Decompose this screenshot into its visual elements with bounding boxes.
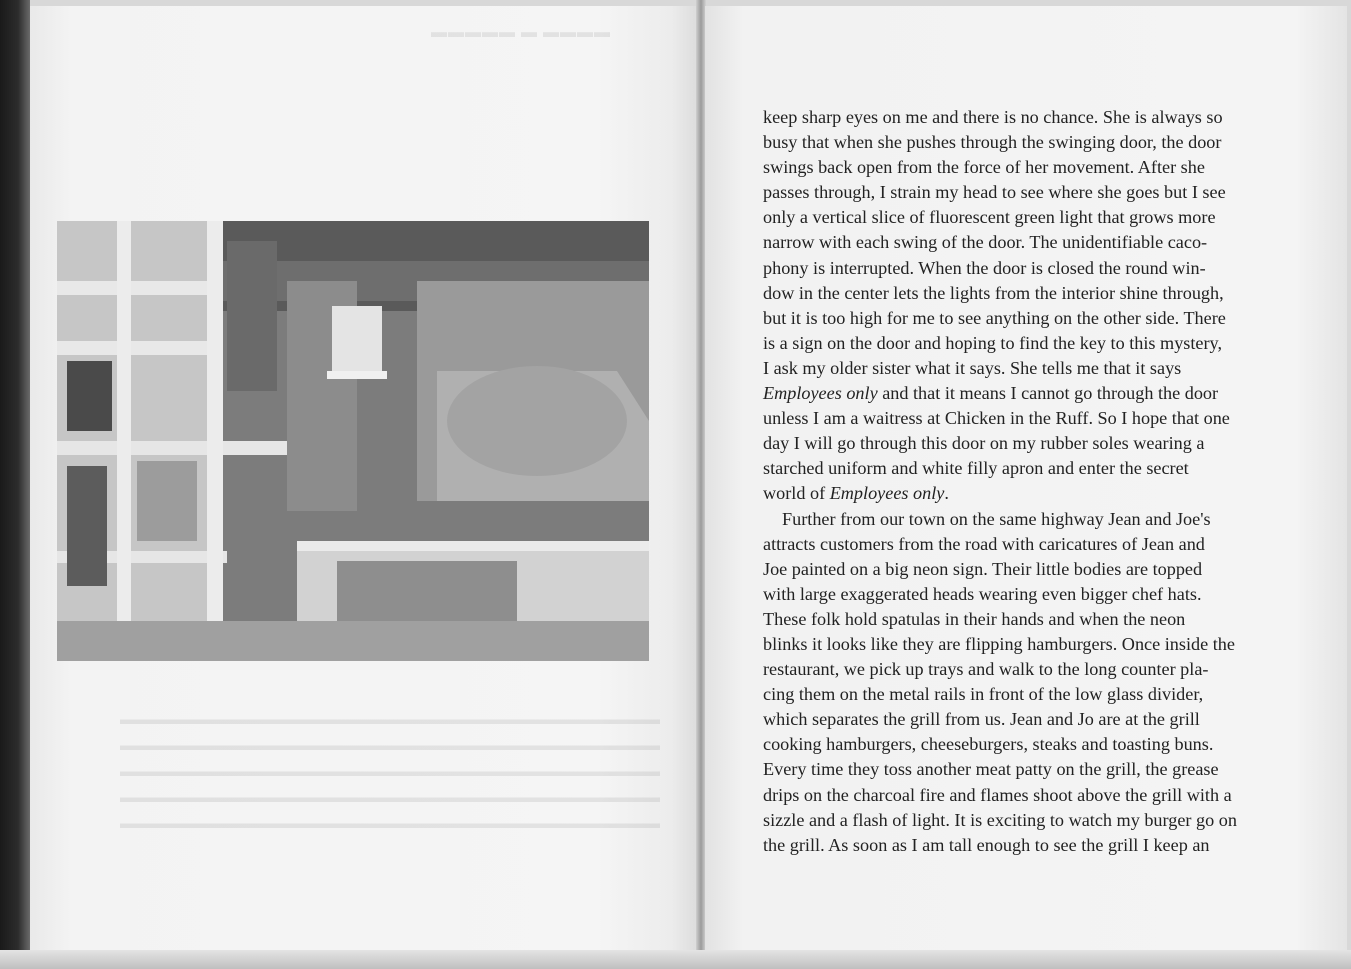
- text-line: [763, 130, 1308, 155]
- text-run: but it is too high for me to see anything on the other side. There: [763, 307, 1226, 328]
- show-through-header: ▬▬▬▬ ▬ ▬▬▬▬▬: [430, 24, 610, 41]
- text-run: is a sign on the door and hoping to find the key to this mystery,: [763, 332, 1223, 353]
- page-bottom-edge: [0, 950, 1351, 969]
- text-run: dow in the center lets the lights from the interior shine through,: [763, 282, 1224, 303]
- show-through-text: ▬▬▬▬▬▬▬▬▬▬▬▬▬▬▬▬▬▬▬▬▬▬▬▬▬▬▬▬▬▬▬▬▬▬▬▬: [120, 790, 660, 806]
- text-run: Every time they toss another meat patty on the grill, the grease: [763, 759, 1219, 780]
- show-through-text: ▬▬▬▬▬▬▬▬▬▬▬▬▬▬▬▬▬▬▬▬▬▬▬▬▬▬▬▬▬▬▬▬▬▬▬▬: [120, 712, 660, 728]
- show-through-text: ▬▬▬▬▬▬▬▬▬▬▬▬▬▬▬▬▬▬▬▬▬▬▬▬▬▬▬▬▬▬▬▬▬▬▬▬: [120, 816, 660, 832]
- text-run: busy that when she pushes through the swinging door, the door: [763, 132, 1222, 153]
- text-run: .: [944, 483, 949, 504]
- show-through-text: ▬▬▬▬▬▬▬▬▬▬▬▬▬▬▬▬▬▬▬▬▬▬▬▬▬▬▬▬▬▬▬▬▬▬▬▬: [120, 738, 660, 754]
- text-line: [763, 557, 1308, 582]
- text-run: with large exaggerated heads wearing even bigger chef hats.: [763, 583, 1202, 604]
- text-run: blinks it looks like they are flipping hamburgers. Once inside the: [763, 633, 1235, 654]
- kitchen-photograph: [57, 221, 649, 661]
- italic-phrase: Employees only: [763, 383, 878, 404]
- text-line: [763, 205, 1308, 230]
- text-run: Joe painted on a big neon sign. Their little bodies are topped: [763, 558, 1203, 579]
- text-line: [763, 456, 1308, 481]
- text-run: narrow with each swing of the door. The unidentifiable caco-: [763, 232, 1208, 253]
- text-line: [763, 381, 1308, 406]
- text-line: [763, 607, 1308, 632]
- text-run: Further from our town on the same highway Jean and Joe's: [782, 508, 1211, 529]
- text-line: [763, 682, 1308, 707]
- text-run: phony is interrupted. When the door is closed the round win-: [763, 257, 1206, 278]
- text-line: [763, 707, 1308, 732]
- text-line: [763, 105, 1308, 130]
- text-line: [763, 406, 1308, 431]
- text-run: I ask my older sister what it says. She tells me that it says: [763, 357, 1182, 378]
- text-line: [763, 256, 1308, 281]
- text-run: which separates the grill from us. Jean and Jo are at the grill: [763, 709, 1200, 730]
- text-line: [763, 180, 1308, 205]
- text-line: [763, 808, 1308, 833]
- text-run: attracts customers from the road with caricatures of Jean and: [763, 533, 1205, 554]
- text-run: the grill. As soon as I am tall enough to see the grill I keep an: [763, 834, 1210, 855]
- text-line: [763, 155, 1308, 180]
- text-run: starched uniform and white filly apron and enter the secret: [763, 458, 1189, 479]
- text-run: keep sharp eyes on me and there is no chance. She is always so: [763, 107, 1223, 127]
- text-line: [763, 757, 1308, 782]
- text-run: world of: [763, 483, 830, 504]
- show-through-text: ▬▬▬▬▬▬▬▬▬▬▬▬▬▬▬▬▬▬▬▬▬▬▬▬▬▬▬▬▬▬▬▬▬▬▬▬: [120, 764, 660, 780]
- text-run: unless I am a waitress at Chicken in the Ruff. So I hope that one: [763, 408, 1230, 429]
- text-line: [763, 281, 1308, 306]
- text-run: only a vertical slice of fluorescent green light that grows more: [763, 207, 1216, 228]
- text-line: [763, 331, 1308, 356]
- text-line: [763, 230, 1308, 255]
- text-line: [763, 507, 1308, 532]
- text-run: and that it means I cannot go through the door: [877, 383, 1219, 404]
- text-run: drips on the charcoal fire and flames shoot above the grill with a: [763, 784, 1232, 805]
- text-run: day I will go through this door on my rubber soles wearing a: [763, 433, 1205, 454]
- book-edge-shadow: [0, 0, 30, 969]
- text-run: sizzle and a flash of light. It is exciting to watch my burger go on: [763, 809, 1237, 830]
- text-line: [763, 356, 1308, 381]
- text-line: [763, 632, 1308, 657]
- text-line: [763, 431, 1308, 456]
- italic-phrase: Employees only: [829, 483, 945, 504]
- text-line: [763, 306, 1308, 331]
- text-line: [763, 657, 1308, 682]
- text-line: [763, 732, 1308, 757]
- text-line: [763, 532, 1308, 557]
- text-run: restaurant, we pick up trays and walk to the long counter pla-: [763, 659, 1209, 680]
- text-run: cing them on the metal rails in front of the low glass divider,: [763, 684, 1204, 705]
- body-text: [763, 105, 1308, 858]
- text-run: These folk hold spatulas in their hands and when the neon: [763, 608, 1186, 629]
- text-run: swings back open from the force of her movement. After she: [763, 157, 1205, 178]
- text-line: [763, 833, 1308, 858]
- text-run: cooking hamburgers, cheeseburgers, steaks and toasting buns.: [763, 734, 1214, 755]
- text-line: [763, 783, 1308, 808]
- text-line: [763, 582, 1308, 607]
- photo-illustration: [57, 221, 649, 661]
- text-line: [763, 481, 1308, 506]
- text-run: passes through, I strain my head to see where she goes but I see: [763, 182, 1226, 203]
